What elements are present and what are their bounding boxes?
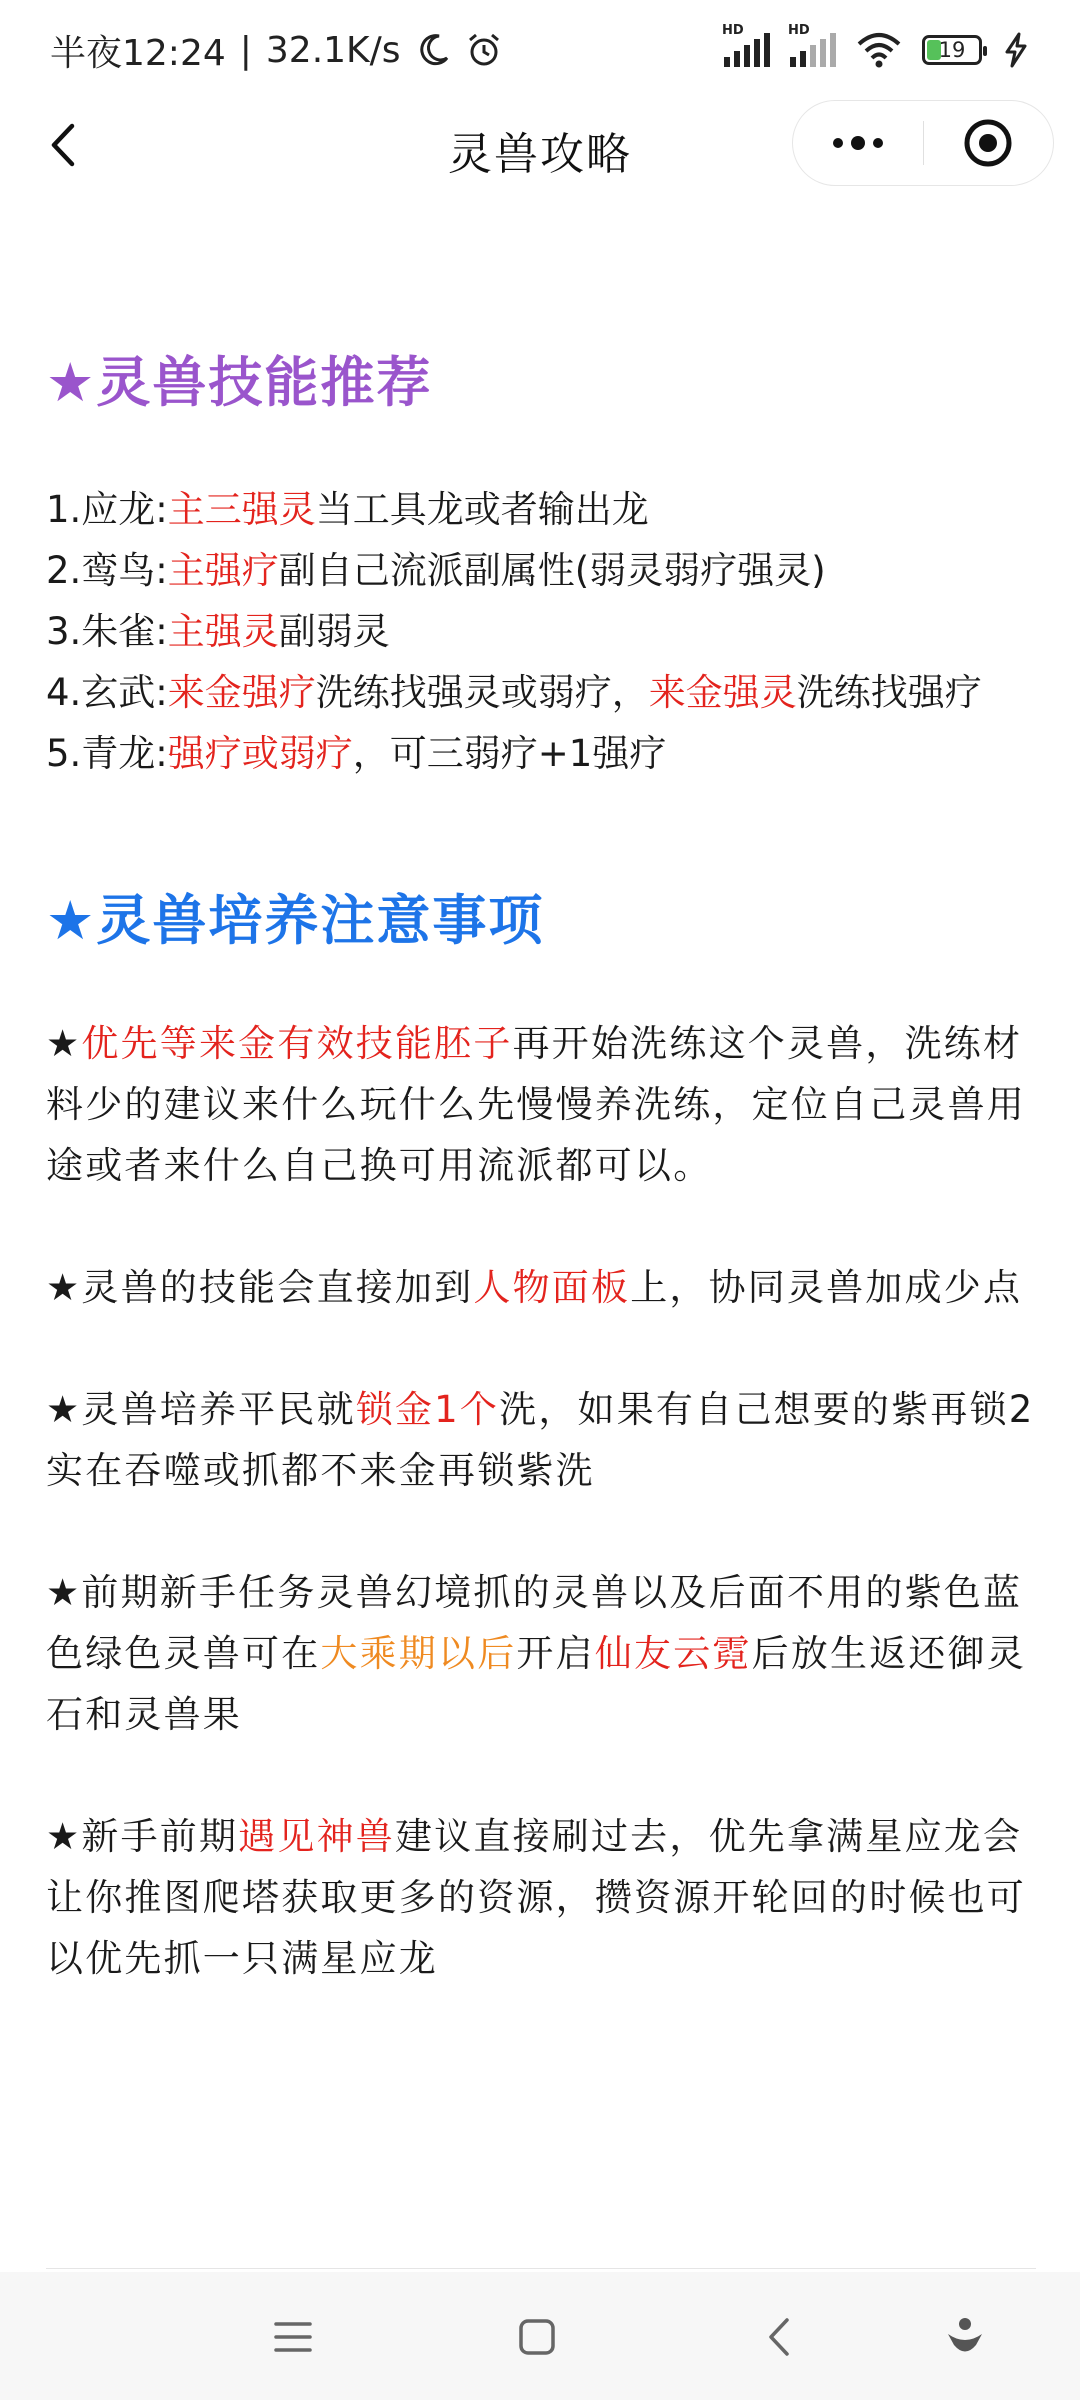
hamburger-menu-icon bbox=[268, 2312, 318, 2362]
note-highlight: 锁金1个 bbox=[355, 1388, 500, 1431]
note-paragraph bbox=[46, 1562, 1041, 1745]
note-text: 开启 bbox=[516, 1632, 595, 1675]
note-text: 实在吞噬或抓都不来金再锁紫洗 bbox=[46, 1449, 595, 1492]
note-text: 上，协同灵兽加成少点 bbox=[630, 1266, 1023, 1309]
status-left bbox=[50, 25, 503, 76]
note-highlight: 人物面板 bbox=[473, 1266, 631, 1309]
item-highlight: 来金强灵 bbox=[648, 671, 797, 714]
status-right bbox=[722, 23, 1030, 68]
target-circle-icon bbox=[962, 117, 1014, 169]
battery-level: 19 bbox=[938, 38, 966, 62]
note-paragraph bbox=[46, 1257, 1041, 1318]
mini-program-capsule bbox=[792, 100, 1054, 186]
sim1-hd-label: HD bbox=[722, 23, 744, 38]
square-home-icon bbox=[512, 2312, 562, 2362]
item-text: 洗练找强疗 bbox=[796, 671, 982, 714]
item-number: 4.玄武: bbox=[46, 671, 168, 714]
status-time: 半夜12:24 bbox=[50, 32, 226, 74]
signal-icon-sim2 bbox=[788, 23, 836, 67]
sim2-hd-label: HD bbox=[788, 23, 810, 38]
note-text: 再开始洗练这个灵兽，洗练材料少的建议来什么玩什么先慢慢养洗练，定位自己灵兽用途或者来什么自己换可用流派都可以。 bbox=[46, 1022, 1026, 1187]
note-highlight: 遇见神兽 bbox=[238, 1815, 395, 1858]
network-speed: 32.1K/s bbox=[265, 29, 401, 71]
note-text: ★新手前期 bbox=[46, 1815, 239, 1858]
item-text: ，可三弱疗+1强疗 bbox=[352, 732, 667, 775]
list-item bbox=[46, 601, 1041, 662]
item-number: 2.鸾鸟: bbox=[46, 549, 168, 592]
assistant-icon bbox=[940, 2312, 990, 2362]
note-text: ★前期新手任务灵兽幻境抓的灵兽以及后面不用的紫色蓝色绿色灵兽可在 bbox=[46, 1571, 1023, 1675]
note-highlight-orange: 大乘期以后 bbox=[320, 1632, 517, 1675]
assistant-button[interactable] bbox=[940, 2312, 990, 2362]
menu-button[interactable] bbox=[268, 2312, 318, 2362]
item-text: 当工具龙或者输出龙 bbox=[315, 488, 649, 531]
battery-icon bbox=[922, 35, 982, 65]
item-highlight: 主三强灵 bbox=[167, 488, 316, 531]
note-text: ★ bbox=[46, 1022, 82, 1065]
note-paragraph bbox=[46, 1806, 1041, 1989]
home-button[interactable] bbox=[512, 2312, 562, 2362]
section-heading-notes: ★灵兽培养注意事项 bbox=[46, 889, 545, 952]
list-item bbox=[46, 540, 1041, 601]
item-number: 3.朱雀: bbox=[46, 610, 168, 653]
note-text: 后放生返还御灵石和灵兽果 bbox=[46, 1632, 1027, 1736]
note-paragraph bbox=[46, 1379, 1041, 1501]
note-text: 洗，如果有自己想要的紫再锁2 bbox=[499, 1388, 1035, 1431]
note-highlight: 优先等来金有效技能胚子 bbox=[81, 1022, 513, 1065]
item-highlight: 主强灵 bbox=[167, 610, 279, 653]
item-text: 洗练找强灵或弱疗， bbox=[315, 671, 649, 714]
note-text: ★灵兽培养平民就 bbox=[46, 1388, 356, 1431]
section-heading-skills: ★灵兽技能推荐 bbox=[46, 351, 433, 414]
note-text: ★灵兽的技能会直接加到 bbox=[46, 1266, 474, 1309]
item-highlight: 来金强疗 bbox=[167, 671, 316, 714]
list-item bbox=[46, 662, 1041, 723]
item-text: 副自己流派副属性(弱灵弱疗强灵) bbox=[278, 549, 826, 592]
item-number: 5.青龙: bbox=[46, 732, 168, 775]
close-miniprogram-button[interactable] bbox=[924, 101, 1054, 185]
chevron-left-icon bbox=[756, 2312, 806, 2362]
item-highlight: 主强疗 bbox=[167, 549, 279, 592]
item-text: 副弱灵 bbox=[278, 610, 390, 653]
list-item bbox=[46, 479, 1041, 540]
alarm-icon bbox=[465, 31, 503, 69]
skill-list bbox=[46, 479, 1041, 784]
system-back-button[interactable] bbox=[756, 2312, 806, 2362]
signal-icon-sim1 bbox=[722, 23, 770, 67]
more-dots-icon bbox=[828, 133, 888, 153]
more-button[interactable] bbox=[793, 101, 923, 185]
item-number: 1.应龙: bbox=[46, 488, 168, 531]
note-paragraph bbox=[46, 1013, 1041, 1196]
content-divider bbox=[46, 2268, 1036, 2269]
note-highlight: 仙友云霓 bbox=[594, 1632, 752, 1675]
wifi-icon bbox=[856, 32, 902, 68]
moon-icon bbox=[415, 32, 451, 68]
status-separator: | bbox=[239, 29, 252, 71]
nav-bar bbox=[0, 100, 1080, 190]
page-title: 灵兽攻略 bbox=[448, 129, 632, 180]
system-navigation-bar bbox=[0, 2272, 1080, 2400]
list-item bbox=[46, 723, 1041, 784]
item-highlight: 强疗或弱疗 bbox=[167, 732, 353, 775]
notes-list bbox=[46, 1013, 1041, 1989]
status-bar bbox=[0, 0, 1080, 100]
article-content bbox=[46, 340, 1041, 2050]
charging-icon bbox=[1002, 32, 1030, 68]
note-text: 建议直接刷过去，优先拿满星应龙会让你推图爬塔获取更多的资源，攒资源开轮回的时候也可以优先抓一只满星应龙 bbox=[46, 1815, 1026, 1980]
